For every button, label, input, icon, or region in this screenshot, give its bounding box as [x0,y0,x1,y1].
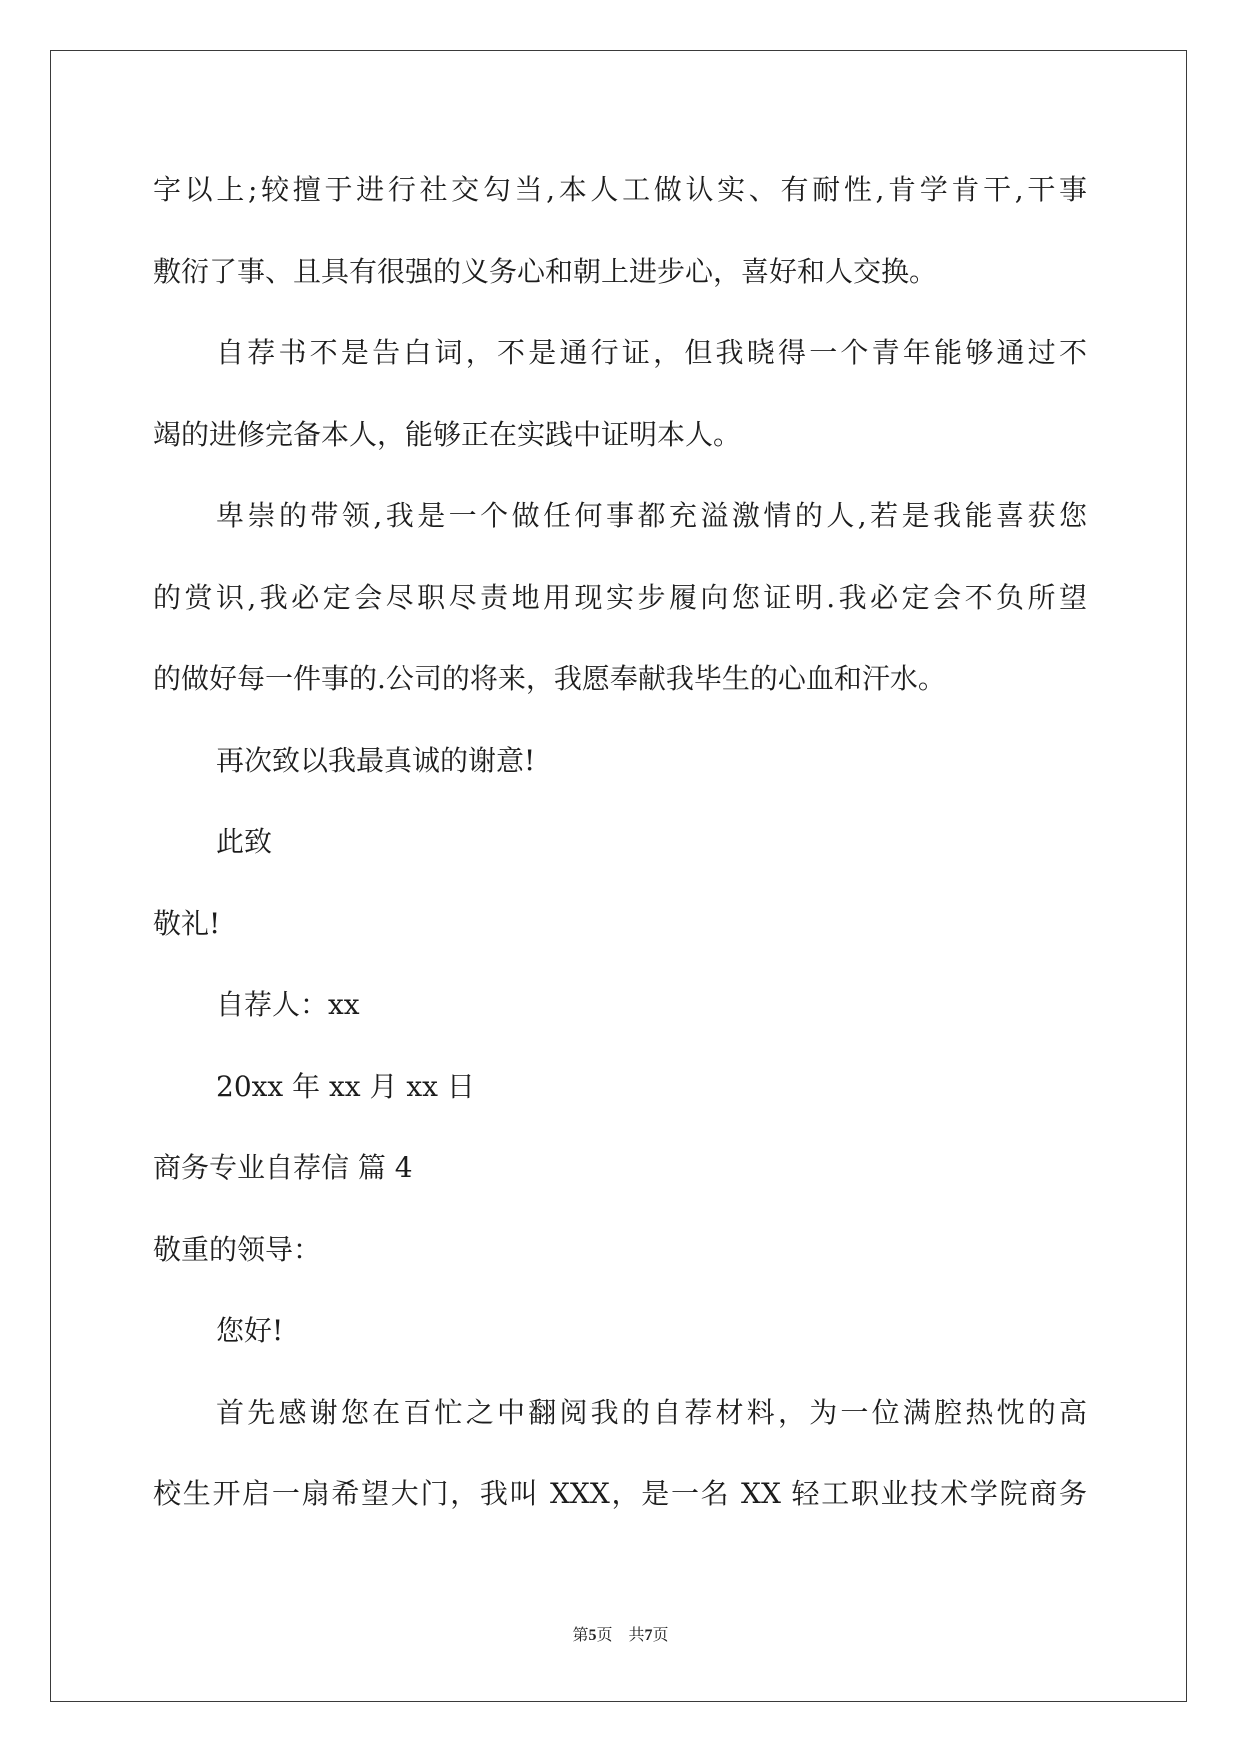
letter-hello: 您好! [216,1314,284,1347]
current-page-number: 5 [588,1627,597,1644]
closing-salutation: 此致 [216,825,273,858]
footer-total-suffix: 页 [652,1625,669,1644]
signature-date: 20xx 年 xx 月 xx 日 [216,1069,475,1103]
section-heading: 商务专业自荐信 篇 4 [153,1151,413,1184]
footer-current-prefix: 第 [572,1625,589,1644]
body-line: 字以上;较擅于进行社交勾当,本人工做认实、有耐性,肯学肯干,干事 [153,173,1087,206]
body-line: 敷衍了事、且具有很强的义务心和朝上进步心，喜好和人交换。 [153,254,938,288]
document-body [153,149,1087,1535]
closing-thanks: 再次致以我最真诚的谢意! [216,743,536,777]
signature-name: 自荐人：xx [216,988,360,1021]
body-line: 首先感谢您在百忙之中翻阅我的自荐材料，为一位满腔热忱的高 [216,1395,1087,1429]
closing-regards: 敬礼! [153,906,221,940]
total-pages-number: 7 [644,1627,653,1644]
body-line: 自荐书不是告白词，不是通行证，但我晓得一个青年能够通过不 [216,336,1087,369]
footer-current-suffix: 页 [596,1625,613,1644]
body-line: 竭的进修完备本人，能够正在实践中证明本人。 [153,417,742,451]
footer-total-prefix: 共 [628,1625,645,1644]
letter-greeting: 敬重的领导： [153,1232,322,1266]
body-line: 的赏识,我必定会尽职尽责地用现实步履向您证明.我必定会不负所望 [153,580,1087,614]
body-line: 的做好每一件事的.公司的将来，我愿奉献我毕生的心血和汗水。 [153,662,946,695]
page-footer [0,1622,1241,1645]
body-line: 卑崇的带领,我是一个做任何事都充溢激情的人,若是我能喜获您 [216,499,1087,532]
body-line: 校生开启一扇希望大门，我叫 XXX，是一名 XX 轻工职业技术学院商务 [153,1477,1087,1510]
